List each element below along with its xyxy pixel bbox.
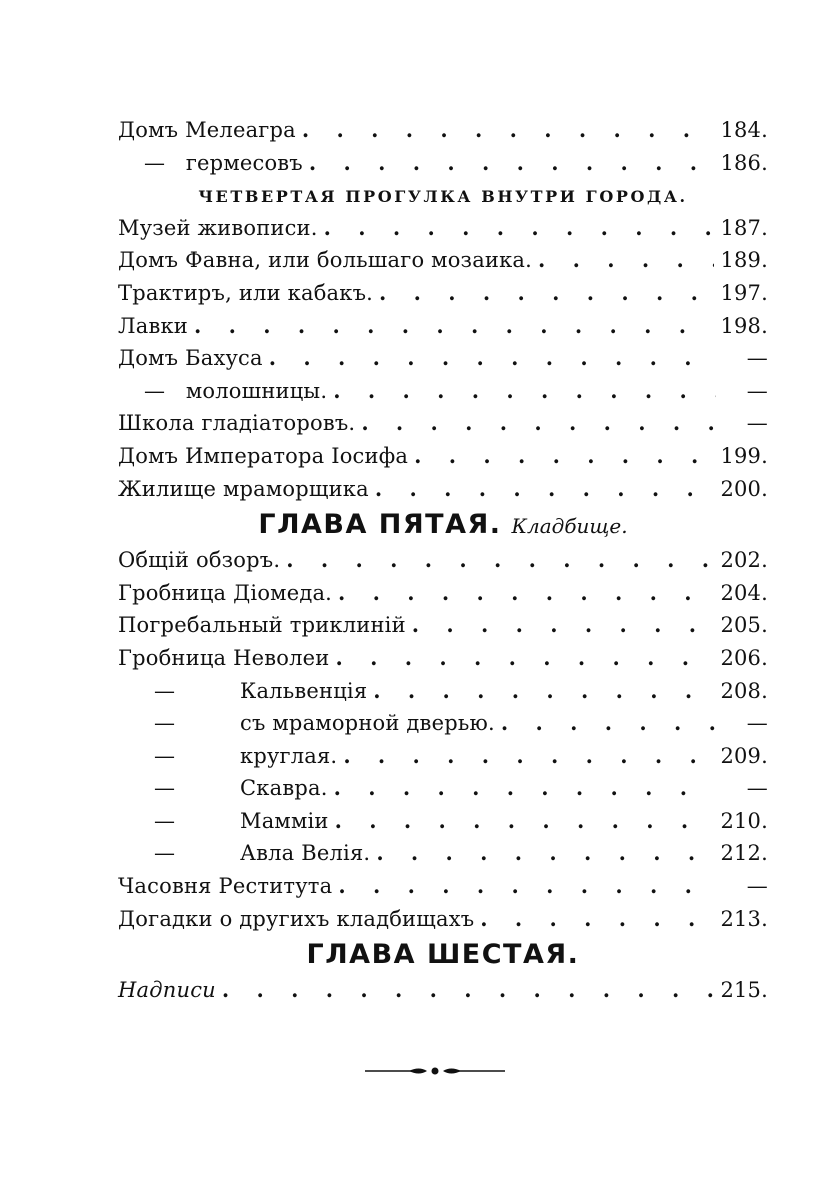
- dot-leader: [361, 407, 716, 440]
- ditto-dash: —: [154, 841, 176, 866]
- entry-title: Школа гладіаторовъ.: [118, 411, 356, 436]
- page-number: 205.: [720, 613, 768, 638]
- dot-leader: [333, 375, 716, 408]
- dot-leader: [324, 212, 715, 245]
- dot-leader: [414, 440, 714, 473]
- section-heading: ЧЕТВЕРТАЯ ПРОГУЛКА ВНУТРИ ГОРОДА.: [198, 187, 688, 207]
- entry-title: [118, 837, 370, 870]
- entry-title: [118, 772, 328, 805]
- toc-entry: [118, 805, 768, 838]
- dot-leader: [335, 805, 715, 838]
- entry-title-text: молошницы.: [185, 378, 328, 403]
- toc-entry: [118, 577, 768, 610]
- ditto-dash: —: [154, 776, 176, 801]
- toc-entry: [118, 277, 768, 310]
- entry-title: Гробница Неволеи: [118, 645, 330, 670]
- ditto-dash: —: [154, 743, 176, 768]
- toc-entry: [118, 310, 768, 343]
- entry-title: Домъ Фавна, или большаго мозаика.: [118, 248, 533, 273]
- toc-entry: [118, 740, 768, 773]
- toc-entry: [118, 707, 768, 740]
- entry-title: Общій обзоръ.: [118, 548, 281, 573]
- dot-leader: [501, 707, 716, 740]
- dot-leader: [302, 114, 715, 147]
- page-number: 206.: [720, 645, 768, 670]
- dot-leader: [286, 544, 714, 577]
- entry-title: [118, 740, 337, 773]
- ditto-dash: —: [144, 378, 166, 403]
- toc-entry: [118, 870, 768, 903]
- page-number: 208.: [720, 678, 768, 703]
- page-number: 198.: [720, 313, 768, 338]
- entry-title: Погребальный триклиній: [118, 613, 406, 638]
- ditto-dash: —: [154, 711, 176, 736]
- toc-entry: [118, 903, 768, 936]
- page-number: 187.: [720, 215, 768, 240]
- page-number: 199.: [720, 443, 768, 468]
- dot-leader: [376, 837, 714, 870]
- entry-title: Лавки: [118, 313, 188, 338]
- page-number: 209.: [720, 743, 768, 768]
- ditto-dash: —: [144, 150, 166, 175]
- chapter-heading: [118, 935, 768, 974]
- page-number: 213.: [720, 906, 768, 931]
- page-number: —: [746, 411, 768, 436]
- chapter-title: ГЛАВА ШЕСТАЯ.: [306, 939, 580, 971]
- ditto-dash: —: [154, 808, 176, 833]
- page-number: —: [746, 874, 768, 899]
- chapter-heading: [118, 505, 768, 544]
- toc-entry: [118, 544, 768, 577]
- toc-entry: [118, 772, 768, 805]
- entry-title: Домъ Императора Іосифа: [118, 443, 409, 468]
- entry-title: Часовня Реститута: [118, 874, 333, 899]
- table-of-contents: [118, 114, 768, 1007]
- entry-title: Музей живописи.: [118, 215, 318, 240]
- page-number: —: [746, 378, 768, 403]
- dot-leader: [480, 903, 714, 936]
- page-number: 212.: [720, 841, 768, 866]
- dot-leader: [338, 577, 714, 610]
- page-number: 200.: [720, 476, 768, 501]
- ornament-divider-icon: [365, 1064, 505, 1078]
- page-number: 184.: [720, 118, 768, 142]
- dot-leader: [538, 244, 714, 277]
- entry-title: [118, 707, 495, 740]
- page-number: 210.: [720, 808, 768, 833]
- page-number: —: [746, 711, 768, 736]
- page-number: 204.: [720, 580, 768, 605]
- page-number: 189.: [720, 248, 768, 273]
- chapter-subtitle: Кладбище.: [511, 514, 628, 539]
- chapter-title: ГЛАВА ПЯТАЯ.: [258, 509, 502, 541]
- entry-title-text: гермесовъ: [185, 150, 303, 175]
- toc-entry: [118, 974, 768, 1007]
- toc-entry: [118, 147, 768, 180]
- entry-title: [118, 375, 327, 408]
- page-number: 186.: [720, 150, 768, 175]
- dot-leader: [338, 870, 716, 903]
- dot-leader: [336, 642, 715, 675]
- entry-title-text: Скавра.: [240, 776, 328, 801]
- entry-title: Домъ Бахуса: [118, 346, 263, 371]
- toc-entry: [118, 675, 768, 708]
- dot-leader: [375, 473, 715, 506]
- entry-title-text: Авла Велія.: [240, 841, 371, 866]
- entry-title-text: Мамміи: [240, 808, 329, 833]
- toc-entry: [118, 114, 768, 147]
- page-number: 215.: [720, 978, 768, 1003]
- dot-leader: [222, 974, 715, 1007]
- toc-entry: [118, 440, 768, 473]
- entry-title: Жилище мраморщика: [118, 476, 369, 501]
- toc-entry: [118, 212, 768, 245]
- toc-entry: [118, 837, 768, 870]
- toc-entry: [118, 342, 768, 375]
- toc-entry: [118, 642, 768, 675]
- dot-leader: [373, 675, 714, 708]
- entry-title: [118, 147, 303, 180]
- entry-title: Трактиръ, или кабакъ.: [118, 280, 374, 305]
- entry-title: Домъ Мелеагра: [118, 118, 296, 142]
- entry-title: [118, 675, 367, 708]
- dot-leader: [309, 147, 715, 180]
- dot-leader: [379, 277, 714, 310]
- toc-entry: [118, 375, 768, 408]
- ditto-dash: —: [154, 678, 176, 703]
- dot-leader: [412, 609, 715, 642]
- toc-entry: [118, 407, 768, 440]
- dot-leader: [334, 772, 716, 805]
- dot-leader: [269, 342, 716, 375]
- dot-leader: [343, 740, 714, 773]
- toc-entry: [118, 609, 768, 642]
- page-number: 197.: [720, 280, 768, 305]
- toc-entry: [118, 473, 768, 506]
- page-number: —: [746, 776, 768, 801]
- toc-entry: [118, 244, 768, 277]
- entry-title: Догадки о другихъ кладбищахъ: [118, 906, 475, 931]
- entry-title-text: круглая.: [240, 743, 338, 768]
- entry-title: [118, 805, 329, 838]
- entry-title-text: Кальвенція: [240, 678, 368, 703]
- entry-title-text: съ мраморной дверью.: [240, 711, 495, 736]
- dot-leader: [194, 310, 714, 343]
- page-number: 202.: [720, 548, 768, 573]
- page-number: —: [746, 346, 768, 371]
- entry-title: Гробница Діомеда.: [118, 580, 333, 605]
- entry-title: Надписи: [118, 978, 216, 1003]
